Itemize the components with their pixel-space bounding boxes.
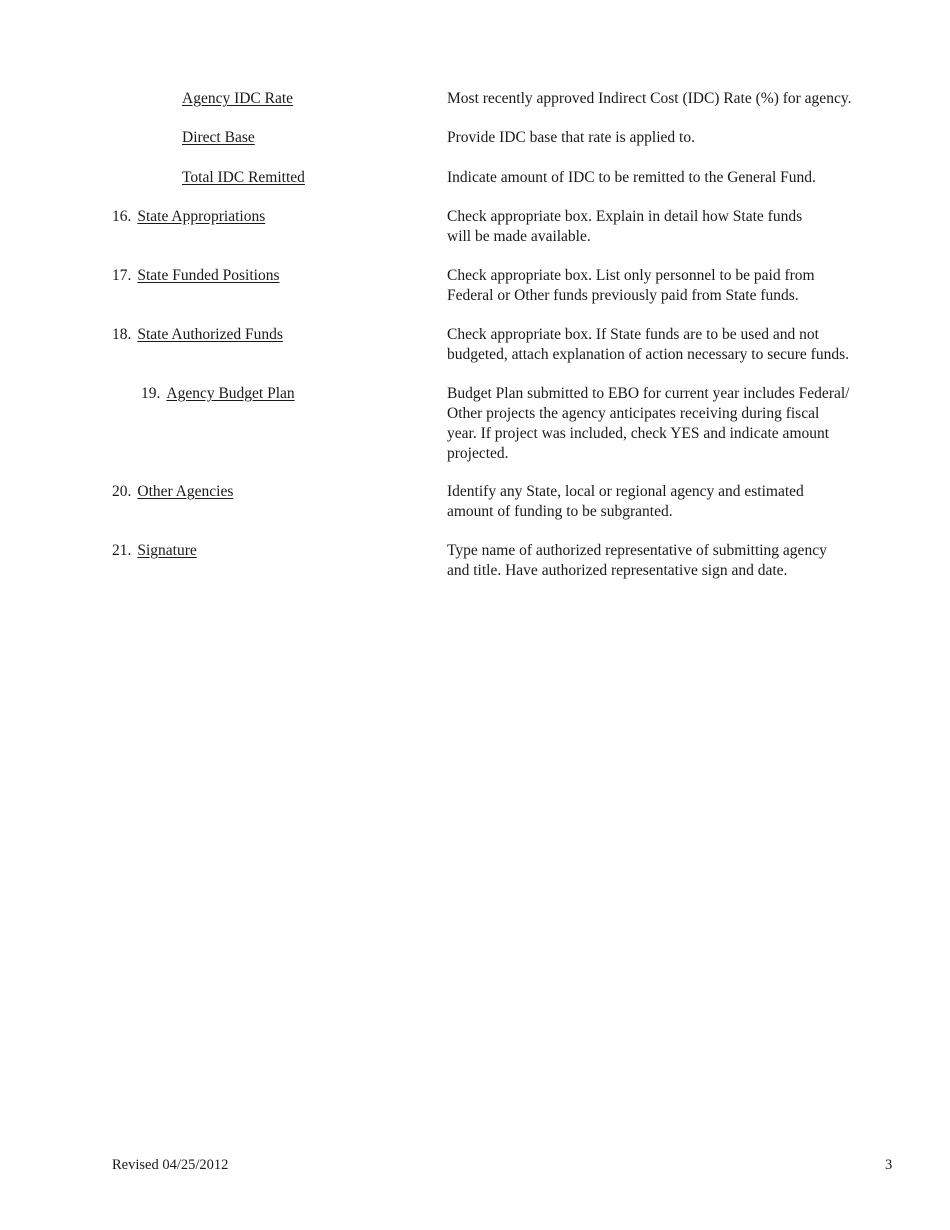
entry-term: [182, 89, 293, 109]
entry-description: [447, 266, 907, 306]
entry-term: [112, 207, 265, 227]
entry-number: 17.: [112, 267, 132, 284]
entry-description: [447, 325, 907, 365]
entry-term: [112, 541, 197, 561]
page-number: 3: [885, 1157, 893, 1173]
entry-number: 16.: [112, 208, 132, 225]
entry-term: [112, 325, 283, 345]
description-line: Federal or Other funds previously paid from State funds.: [447, 287, 799, 304]
revised-date: Revised 04/25/2012: [112, 1157, 229, 1173]
description-line: Budget Plan submitted to EBO for current year includes Federal/: [447, 385, 850, 402]
description-line: Check appropriate box. List only personnel to be paid from: [447, 267, 815, 284]
entry-term: [182, 168, 305, 188]
entry-description: [447, 128, 907, 148]
description-line: Indicate amount of IDC to be remitted to the General Fund.: [447, 169, 816, 186]
entry-label: State Authorized Funds: [137, 326, 283, 343]
entry-label: State Appropriations: [137, 208, 266, 225]
description-line: amount of funding to be subgranted.: [447, 503, 673, 520]
entry-description: [447, 384, 907, 464]
description-line: Type name of authorized representative of submitting agency: [447, 542, 827, 559]
entry-number: 19.: [141, 385, 161, 402]
entry-description: [447, 541, 907, 581]
entry-term: [112, 266, 279, 286]
entry-number: 20.: [112, 483, 132, 500]
entry-label: Agency Budget Plan: [166, 385, 295, 402]
description-line: and title. Have authorized representative sign and date.: [447, 562, 788, 579]
description-line: year. If project was included, check YES and indicate amount: [447, 425, 830, 442]
entry-description: [447, 207, 907, 247]
entry-label: Other Agencies: [137, 483, 234, 500]
entry-number: 18.: [112, 326, 132, 343]
entry-label: Signature: [137, 542, 197, 559]
description-line: projected.: [447, 445, 509, 462]
description-line: Most recently approved Indirect Cost (IDC) Rate (%) for agency.: [447, 90, 852, 107]
entry-description: [447, 168, 907, 188]
entry-description: [447, 89, 907, 109]
description-line: Identify any State, local or regional agency and estimated: [447, 483, 804, 500]
entry-label: Total IDC Remitted: [182, 169, 305, 186]
description-line: Provide IDC base that rate is applied to.: [447, 129, 695, 146]
entry-label: Agency IDC Rate: [182, 90, 294, 107]
description-line: Other projects the agency anticipates receiving during fiscal: [447, 405, 820, 422]
entry-term: [182, 128, 255, 148]
entry-number: 21.: [112, 542, 132, 559]
description-line: Check appropriate box. Explain in detail how State funds: [447, 208, 803, 225]
description-line: will be made available.: [447, 228, 591, 245]
description-line: budgeted, attach explanation of action necessary to secure funds.: [447, 346, 849, 363]
description-line: Check appropriate box. If State funds are to be used and not: [447, 326, 819, 343]
entry-label: State Funded Positions: [137, 267, 280, 284]
entry-description: [447, 482, 907, 522]
entry-term: [141, 384, 295, 404]
entry-term: [112, 482, 233, 502]
entry-label: Direct Base: [182, 129, 255, 146]
